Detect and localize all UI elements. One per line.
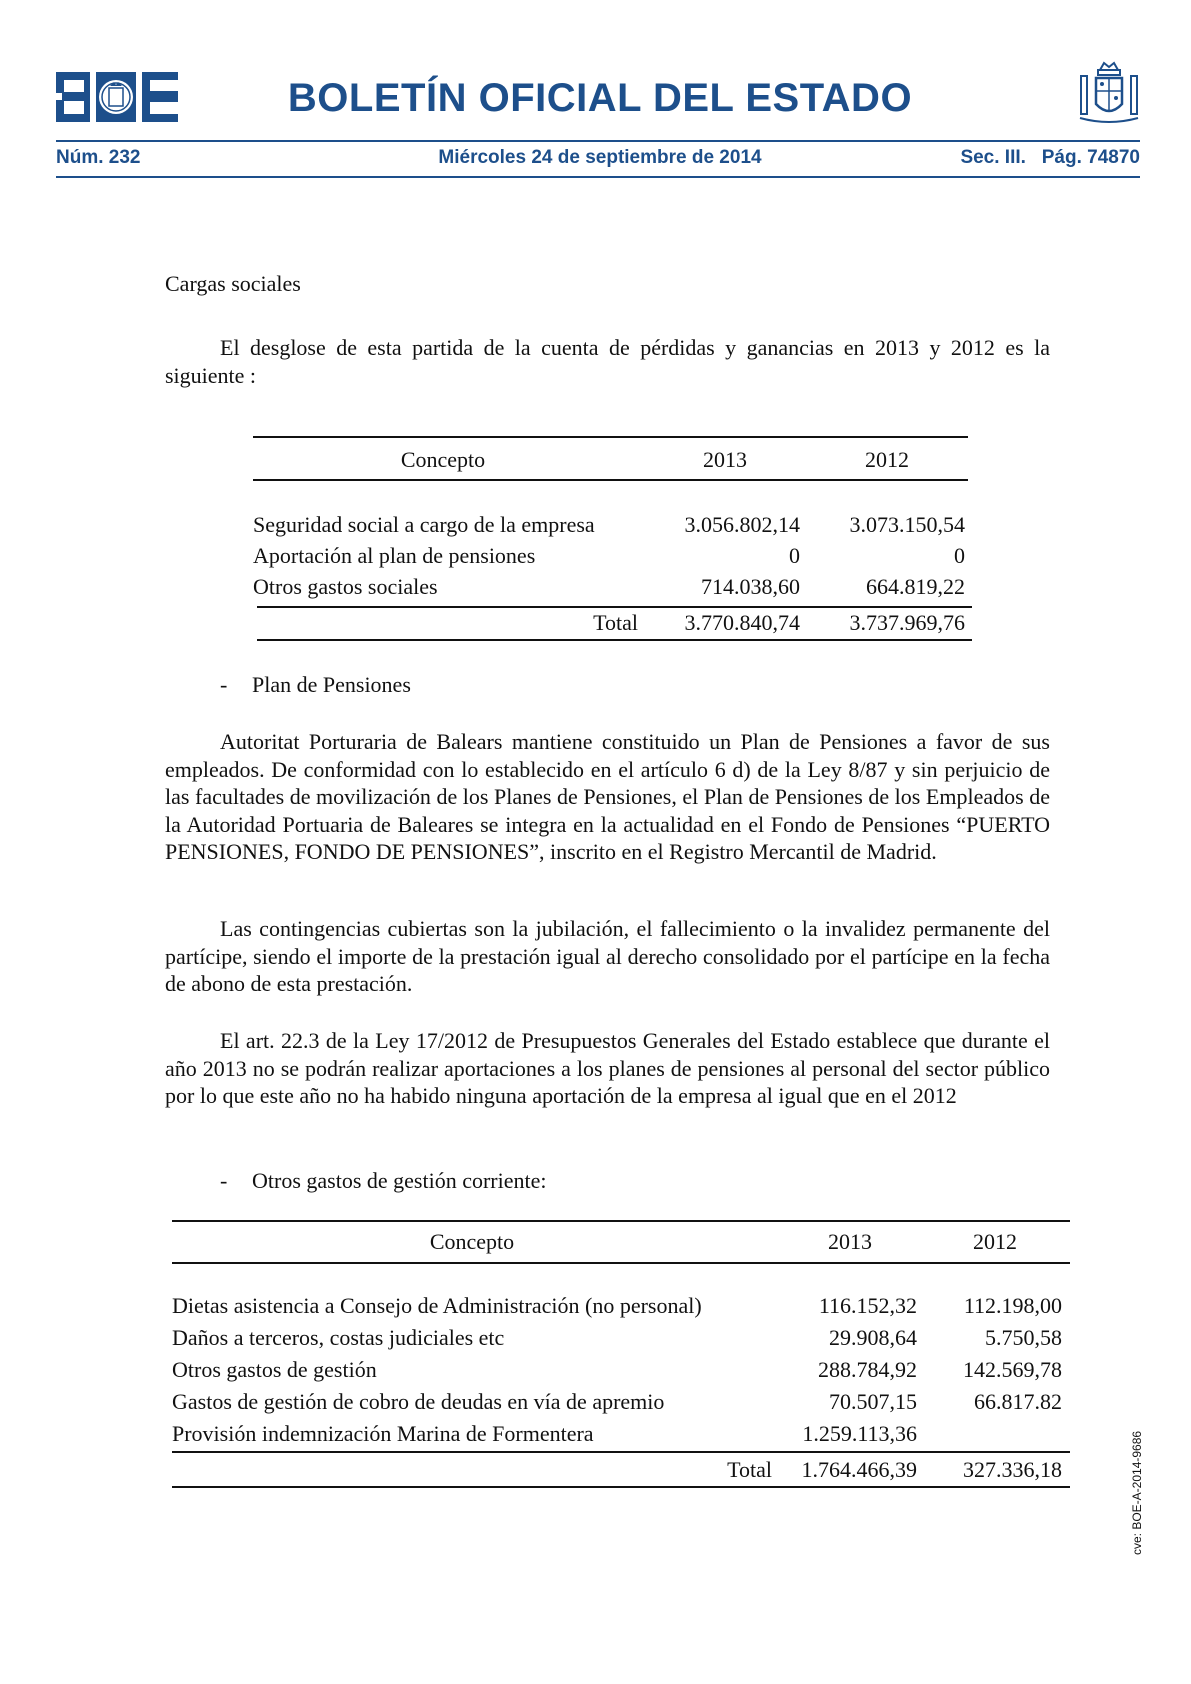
table-cell-2012: 66.817.82 [974, 1389, 1062, 1414]
paragraph-contingencias: Las contingencias cubiertas son la jubilación, el fallecimiento o la invalidez permanente del partícipe, siendo el importe de la prestación igual al derecho consolidado por el partícipe en la fecha de abono de esta prestación. [165, 916, 1050, 996]
table-row-label: Aportación al plan de pensiones [253, 543, 536, 568]
header-rule-top [56, 140, 1140, 142]
table-header-2012: 2012 [865, 447, 909, 472]
table-row-label: Otros gastos de gestión [172, 1357, 377, 1382]
table-row-label: Provisión indemnización Marina de Formentera [172, 1421, 594, 1446]
boe-logo [56, 72, 178, 122]
cve-code: cve: BOE-A-2014-9686 [1130, 1430, 1144, 1555]
table-total-2012: 3.737.969,76 [849, 610, 965, 635]
table-cell-2013: 288.784,92 [818, 1357, 917, 1382]
table-cell-2013: 714.038,60 [701, 574, 800, 599]
table-rule [257, 639, 972, 641]
table-rule [172, 1451, 1070, 1453]
table-total-label: Total [727, 1457, 772, 1482]
section-page: Sec. III. Pág. 74870 [960, 147, 1140, 168]
table-cell-2012: 664.819,22 [866, 574, 965, 599]
bullet-dash: - [220, 1168, 228, 1193]
table-rule [172, 1262, 1070, 1264]
section-heading: Cargas sociales [165, 271, 301, 296]
table-cell-2012: 142.569,78 [963, 1357, 1062, 1382]
table-rule [172, 1220, 1070, 1222]
table-row-label: Gastos de gestión de cobro de deudas en vía de apremio [172, 1389, 665, 1414]
table-total-label: Total [593, 610, 638, 635]
coat-of-arms-icon [1078, 60, 1140, 128]
table-row-label: Seguridad social a cargo de la empresa [253, 512, 595, 537]
table-cell-2013: 29.908,64 [829, 1325, 917, 1350]
subheading-otros-gastos: Otros gastos de gestión corriente: [252, 1168, 547, 1193]
issue-number: Núm. 232 [56, 147, 141, 168]
table-row-label: Dietas asistencia a Consejo de Administración (no personal) [172, 1293, 702, 1318]
table-row-label: Otros gastos sociales [253, 574, 438, 599]
table-rule [257, 606, 972, 608]
table-cell-2013: 0 [789, 543, 800, 568]
table-cell-2013: 116.152,32 [818, 1293, 917, 1318]
intro-paragraph: El desglose de esta partida de la cuenta de pérdidas y ganancias en 2013 y 2012 es la siguiente : [165, 335, 1050, 388]
table-header-2013: 2013 [703, 447, 747, 472]
table-cell-2013: 70.507,15 [829, 1389, 917, 1414]
table-total-2012: 327.336,18 [963, 1457, 1062, 1482]
table-cell-2013: 3.056.802,14 [684, 512, 800, 537]
table-header-concepto: Concepto [400, 447, 486, 472]
issue-date: Miércoles 24 de septiembre de 2014 [438, 147, 762, 168]
table-cell-2012: 0 [954, 543, 965, 568]
table-cell-2013: 1.259.113,36 [802, 1421, 917, 1446]
table-row-label: Daños a terceros, costas judiciales etc [172, 1325, 505, 1350]
table-rule [253, 436, 968, 438]
table-total-2013: 1.764.466,39 [801, 1457, 917, 1482]
table-total-2013: 3.770.840,74 [684, 610, 800, 635]
header-rule-bottom [56, 176, 1140, 178]
paragraph-ley: El art. 22.3 de la Ley 17/2012 de Presupuestos Generales del Estado establece que durante el año 2013 no se podrán realizar aportaciones a los planes de pensiones al personal del sector público por lo que este año no ha habido ninguna aportación de la empresa al igual que en el 2012 [165, 1028, 1050, 1108]
table-header-2013: 2013 [828, 1229, 872, 1254]
table-header-concepto: Concepto [429, 1229, 515, 1254]
table-rule [253, 479, 968, 481]
subheading-plan-pensiones: Plan de Pensiones [252, 672, 411, 697]
paragraph-plan: Autoritat Porturaria de Balears mantiene constituido un Plan de Pensiones a favor de sus empleados. De conformidad con lo establecido en el artículo 6 d) de la Ley 8/87 y sin perjuicio de las facultades de movilización de los Planes de Pensiones, el Plan de Pensiones de los Empleados de la Autoridad Portuaria de Baleares se integra en la actualidad en el Fondo de Pensiones “PUERTO PENSIONES, FONDO DE PENSIONES”, inscrito en el Registro Mercantil de Madrid. [165, 729, 1050, 864]
bullet-dash: - [220, 672, 228, 697]
table-cell-2012: 3.073.150,54 [849, 512, 965, 537]
bulletin-title: BOLETÍN OFICIAL DEL ESTADO [287, 76, 913, 120]
table-rule [172, 1486, 1070, 1488]
table-cell-2012: 112.198,00 [963, 1293, 1062, 1318]
table-header-2012: 2012 [973, 1229, 1017, 1254]
table-cell-2012: 5.750,58 [985, 1325, 1062, 1350]
